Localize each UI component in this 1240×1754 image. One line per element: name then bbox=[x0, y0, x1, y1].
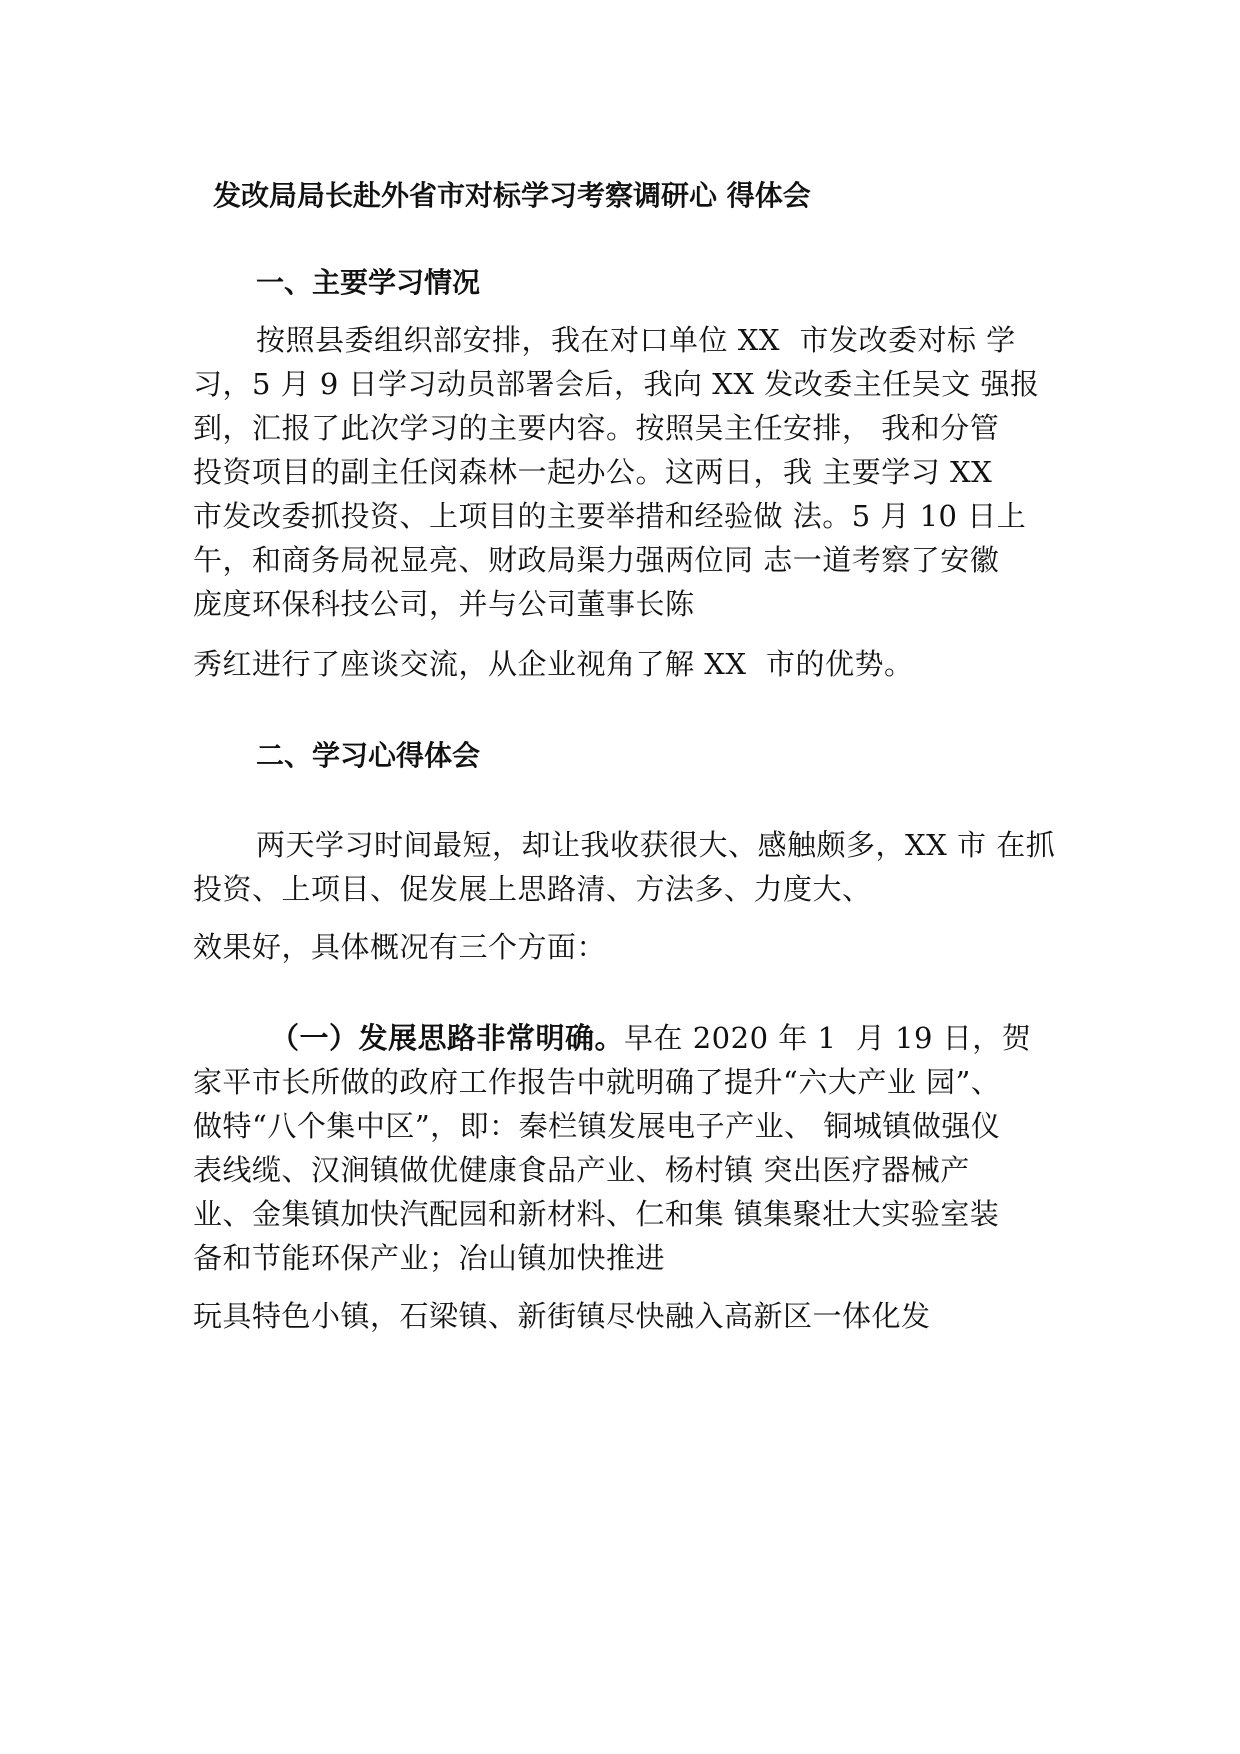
paragraph-line: 习，5 月 9 日学习动员部署会后，我向 XX 发改委主任吴文 强报 bbox=[193, 367, 1040, 401]
paragraph-line: 投资、上项目、促发展上思路清、方法多、力度大、 bbox=[193, 872, 872, 906]
section-heading-2: 二、学习心得体会 bbox=[256, 739, 481, 772]
subsection-first-line bbox=[270, 1018, 1031, 1058]
paragraph-line: 做特“八个集中区”，即：秦栏镇发展电子产业、 铜城镇做强仪 bbox=[193, 1109, 1001, 1143]
subsection-first-rest: 早在 2020 年 1 月 19 日，贺 bbox=[624, 1021, 1032, 1055]
document-title: 发改局局长赴外省市对标学习考察调研心 得体会 bbox=[213, 179, 811, 212]
paragraph-line: 庞度环保科技公司，并与公司董事长陈 bbox=[193, 587, 695, 621]
paragraph-line: 业、金集镇加快汽配园和新材料、仁和集 镇集聚壮大实验室装 bbox=[193, 1197, 1000, 1231]
paragraph-line: 市发改委抓投资、上项目的主要举措和经验做 法。5 月 10 日上 bbox=[193, 499, 1027, 533]
paragraph-line: 投资项目的副主任闵森林一起办公。这两日，我 主要学习 XX bbox=[193, 455, 993, 489]
paragraph-line: 玩具特色小镇，石梁镇、新街镇尽快融入高新区一体化发 bbox=[193, 1299, 931, 1333]
paragraph-line: 备和节能环保产业；冶山镇加快推进 bbox=[193, 1241, 666, 1275]
paragraph-line: 到，汇报了此次学习的主要内容。按照吴主任安排， 我和分管 bbox=[193, 411, 1000, 445]
section-heading-1: 一、主要学习情况 bbox=[256, 266, 481, 299]
paragraph-line: 表线缆、汉涧镇做优健康食品产业、杨村镇 突出医疗器械产 bbox=[193, 1153, 970, 1187]
paragraph-line: 按照县委组织部安排，我在对口单位 XX 市发改委对标 学 bbox=[256, 323, 1016, 357]
paragraph-line: 两天学习时间最短，却让我收获很大、感触颇多，XX 市 在抓 bbox=[256, 828, 1056, 862]
subsection-lead: （一）发展思路非常明确。 bbox=[270, 1021, 625, 1055]
paragraph-line: 效果好，具体概况有三个方面： bbox=[193, 930, 607, 964]
paragraph-line: 午，和商务局祝显亮、财政局渠力强两位同 志一道考察了安徽 bbox=[193, 543, 1000, 577]
paragraph-line: 秀红进行了座谈交流，从企业视角了解 XX 市的优势。 bbox=[193, 647, 914, 681]
paragraph-line: 家平市长所做的政府工作报告中就明确了提升“六大产业 园”、 bbox=[193, 1065, 1001, 1099]
